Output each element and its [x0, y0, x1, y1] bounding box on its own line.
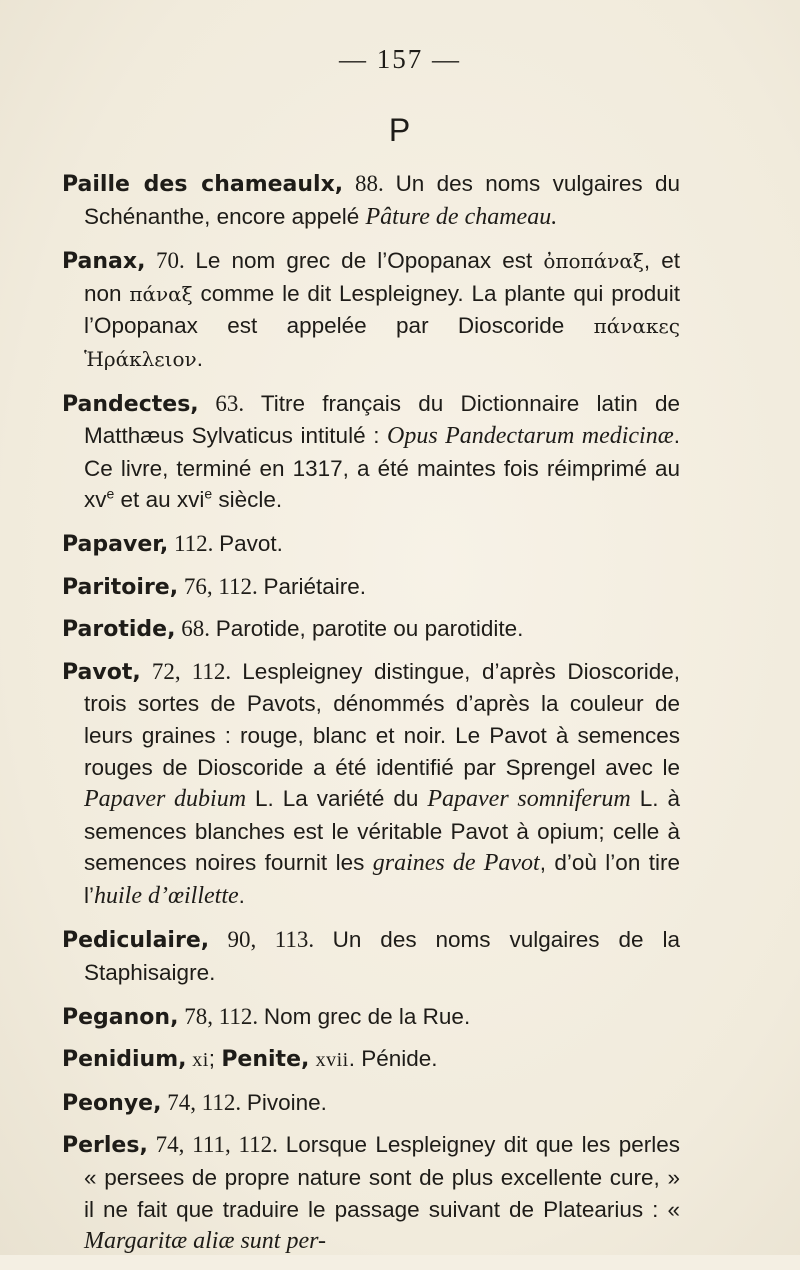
- roman-page-ref: xvii: [315, 1049, 349, 1072]
- page-refs: 70.: [145, 248, 196, 274]
- page-refs: 68.: [175, 616, 216, 642]
- definition-text: . Pénide.: [348, 1046, 438, 1072]
- glossary-entries: [62, 168, 680, 1270]
- greek-term: ὀποπάναξ: [543, 249, 644, 274]
- entry-paritoire: [62, 571, 680, 604]
- italic-term: Papaver somniferum: [427, 786, 631, 813]
- definition-text: Pariétaire.: [263, 573, 367, 599]
- definition-text: L. La variété du: [246, 786, 428, 812]
- superscript: e: [106, 485, 115, 502]
- definition-text: , d’où l’on tire l’: [84, 850, 680, 908]
- definition-text: Pivoine.: [246, 1089, 327, 1115]
- italic-term: Pâture de chameau.: [365, 203, 558, 230]
- definition-text: Un des noms vulgaires du Schénanthe, encore appelé: [84, 171, 681, 229]
- definition-text: Le nom grec de l’Opopanax est: [195, 248, 544, 274]
- entry-paille: [62, 168, 680, 233]
- superscript: e: [204, 485, 213, 502]
- italic-term: Opus Pandectarum medicinæ: [387, 423, 674, 450]
- definition-text: Un des noms vulgaires de la Staphisaigre.: [84, 927, 680, 986]
- entry-panax: [62, 245, 680, 375]
- headword: Papaver,: [62, 531, 169, 557]
- page-refs: 74, 111, 112.: [147, 1132, 286, 1158]
- page-refs: 90, 113.: [209, 927, 333, 953]
- headword: Parotide,: [62, 617, 176, 643]
- definition-text: L. à semences blanches est le véritable Pavot à opium; celle à semences noires fournit les: [84, 786, 681, 876]
- headword: Peganon,: [62, 1004, 179, 1030]
- headword: Perles,: [62, 1133, 148, 1159]
- headword: Penite,: [221, 1047, 310, 1073]
- page-refs: 63.: [198, 390, 261, 416]
- headword: Pandectes,: [62, 391, 199, 417]
- section-letter: P: [388, 112, 412, 148]
- definition-text: .: [196, 345, 203, 371]
- headword: Pediculaire,: [62, 928, 210, 954]
- entry-pediculaire: [62, 924, 680, 988]
- definition-text: .: [238, 882, 245, 908]
- greek-term: πάναξ: [129, 281, 193, 306]
- italic-term: graines de Pavot: [372, 850, 540, 877]
- headword: Peonye,: [62, 1090, 162, 1116]
- page-refs: 72, 112.: [140, 658, 243, 684]
- definition-text: , et non: [84, 248, 680, 306]
- headword: Panax,: [62, 249, 146, 275]
- page-refs: 76, 112.: [178, 573, 264, 599]
- definition-text: Parotide, parotite ou parotidite.: [215, 616, 524, 642]
- entry-penidium: [62, 1043, 680, 1077]
- headword: Penidium,: [62, 1047, 187, 1073]
- entry-perles: [62, 1129, 680, 1257]
- headword: Paille des chameaulx,: [62, 172, 344, 197]
- entry-pandectes: [62, 388, 680, 516]
- italic-term: huile d’œillette: [94, 882, 239, 909]
- page-refs: 78, 112.: [178, 1003, 264, 1029]
- definition-text: Pavot.: [219, 530, 283, 556]
- italic-term: Margaritæ aliæ sunt per-: [84, 1228, 326, 1255]
- headword: Paritoire,: [62, 574, 179, 600]
- definition-text: . Ce livre, terminé en 1317, a été maintes fois réimprimé au xv: [84, 423, 680, 513]
- definition-text: siècle.: [212, 487, 283, 513]
- page-refs: 88.: [343, 171, 396, 196]
- entry-parotide: [62, 613, 680, 646]
- headword: Pavot,: [62, 659, 141, 685]
- page-number: — 157 —: [339, 44, 461, 74]
- entry-papaver: [62, 528, 680, 561]
- definition-text: Nom grec de la Rue.: [263, 1003, 471, 1029]
- roman-page-ref: xi: [192, 1049, 209, 1072]
- entry-peganon: [62, 1001, 680, 1034]
- entry-peonye: [62, 1087, 680, 1120]
- definition-text: Titre français du Dictionnaire latin de Matthæus Sylvaticus intitulé :: [84, 390, 681, 449]
- definition-text: ;: [208, 1046, 222, 1072]
- page-refs: 74, 112.: [161, 1089, 247, 1115]
- definition-text: et au xvi: [114, 487, 205, 513]
- page-refs: 112.: [168, 530, 220, 556]
- greek-term: πάνακες Ἡράκλειον: [84, 314, 680, 371]
- entry-pavot: [62, 656, 680, 913]
- definition-text: Lorsque Lespleigney dit que les perles « persees de propre nature sont de plus excellente cure, » il ne fait que traduire le passage suivant de Platearius : «: [84, 1132, 680, 1222]
- definition-text: comme le dit Lespleigney. La plante qui produit l’Opopanax est appelée par Dioscoride: [84, 280, 681, 339]
- italic-term: Papaver dubium: [84, 786, 247, 813]
- definition-text: Lespleigney distingue, d’après Dioscoride, trois sortes de Pavots, dénommés d’après la couleur de leurs graines : rouge, blanc et noir. Le Pavot à semences rouges de Dioscoride a été identifié par Sprengel avec le: [84, 658, 680, 780]
